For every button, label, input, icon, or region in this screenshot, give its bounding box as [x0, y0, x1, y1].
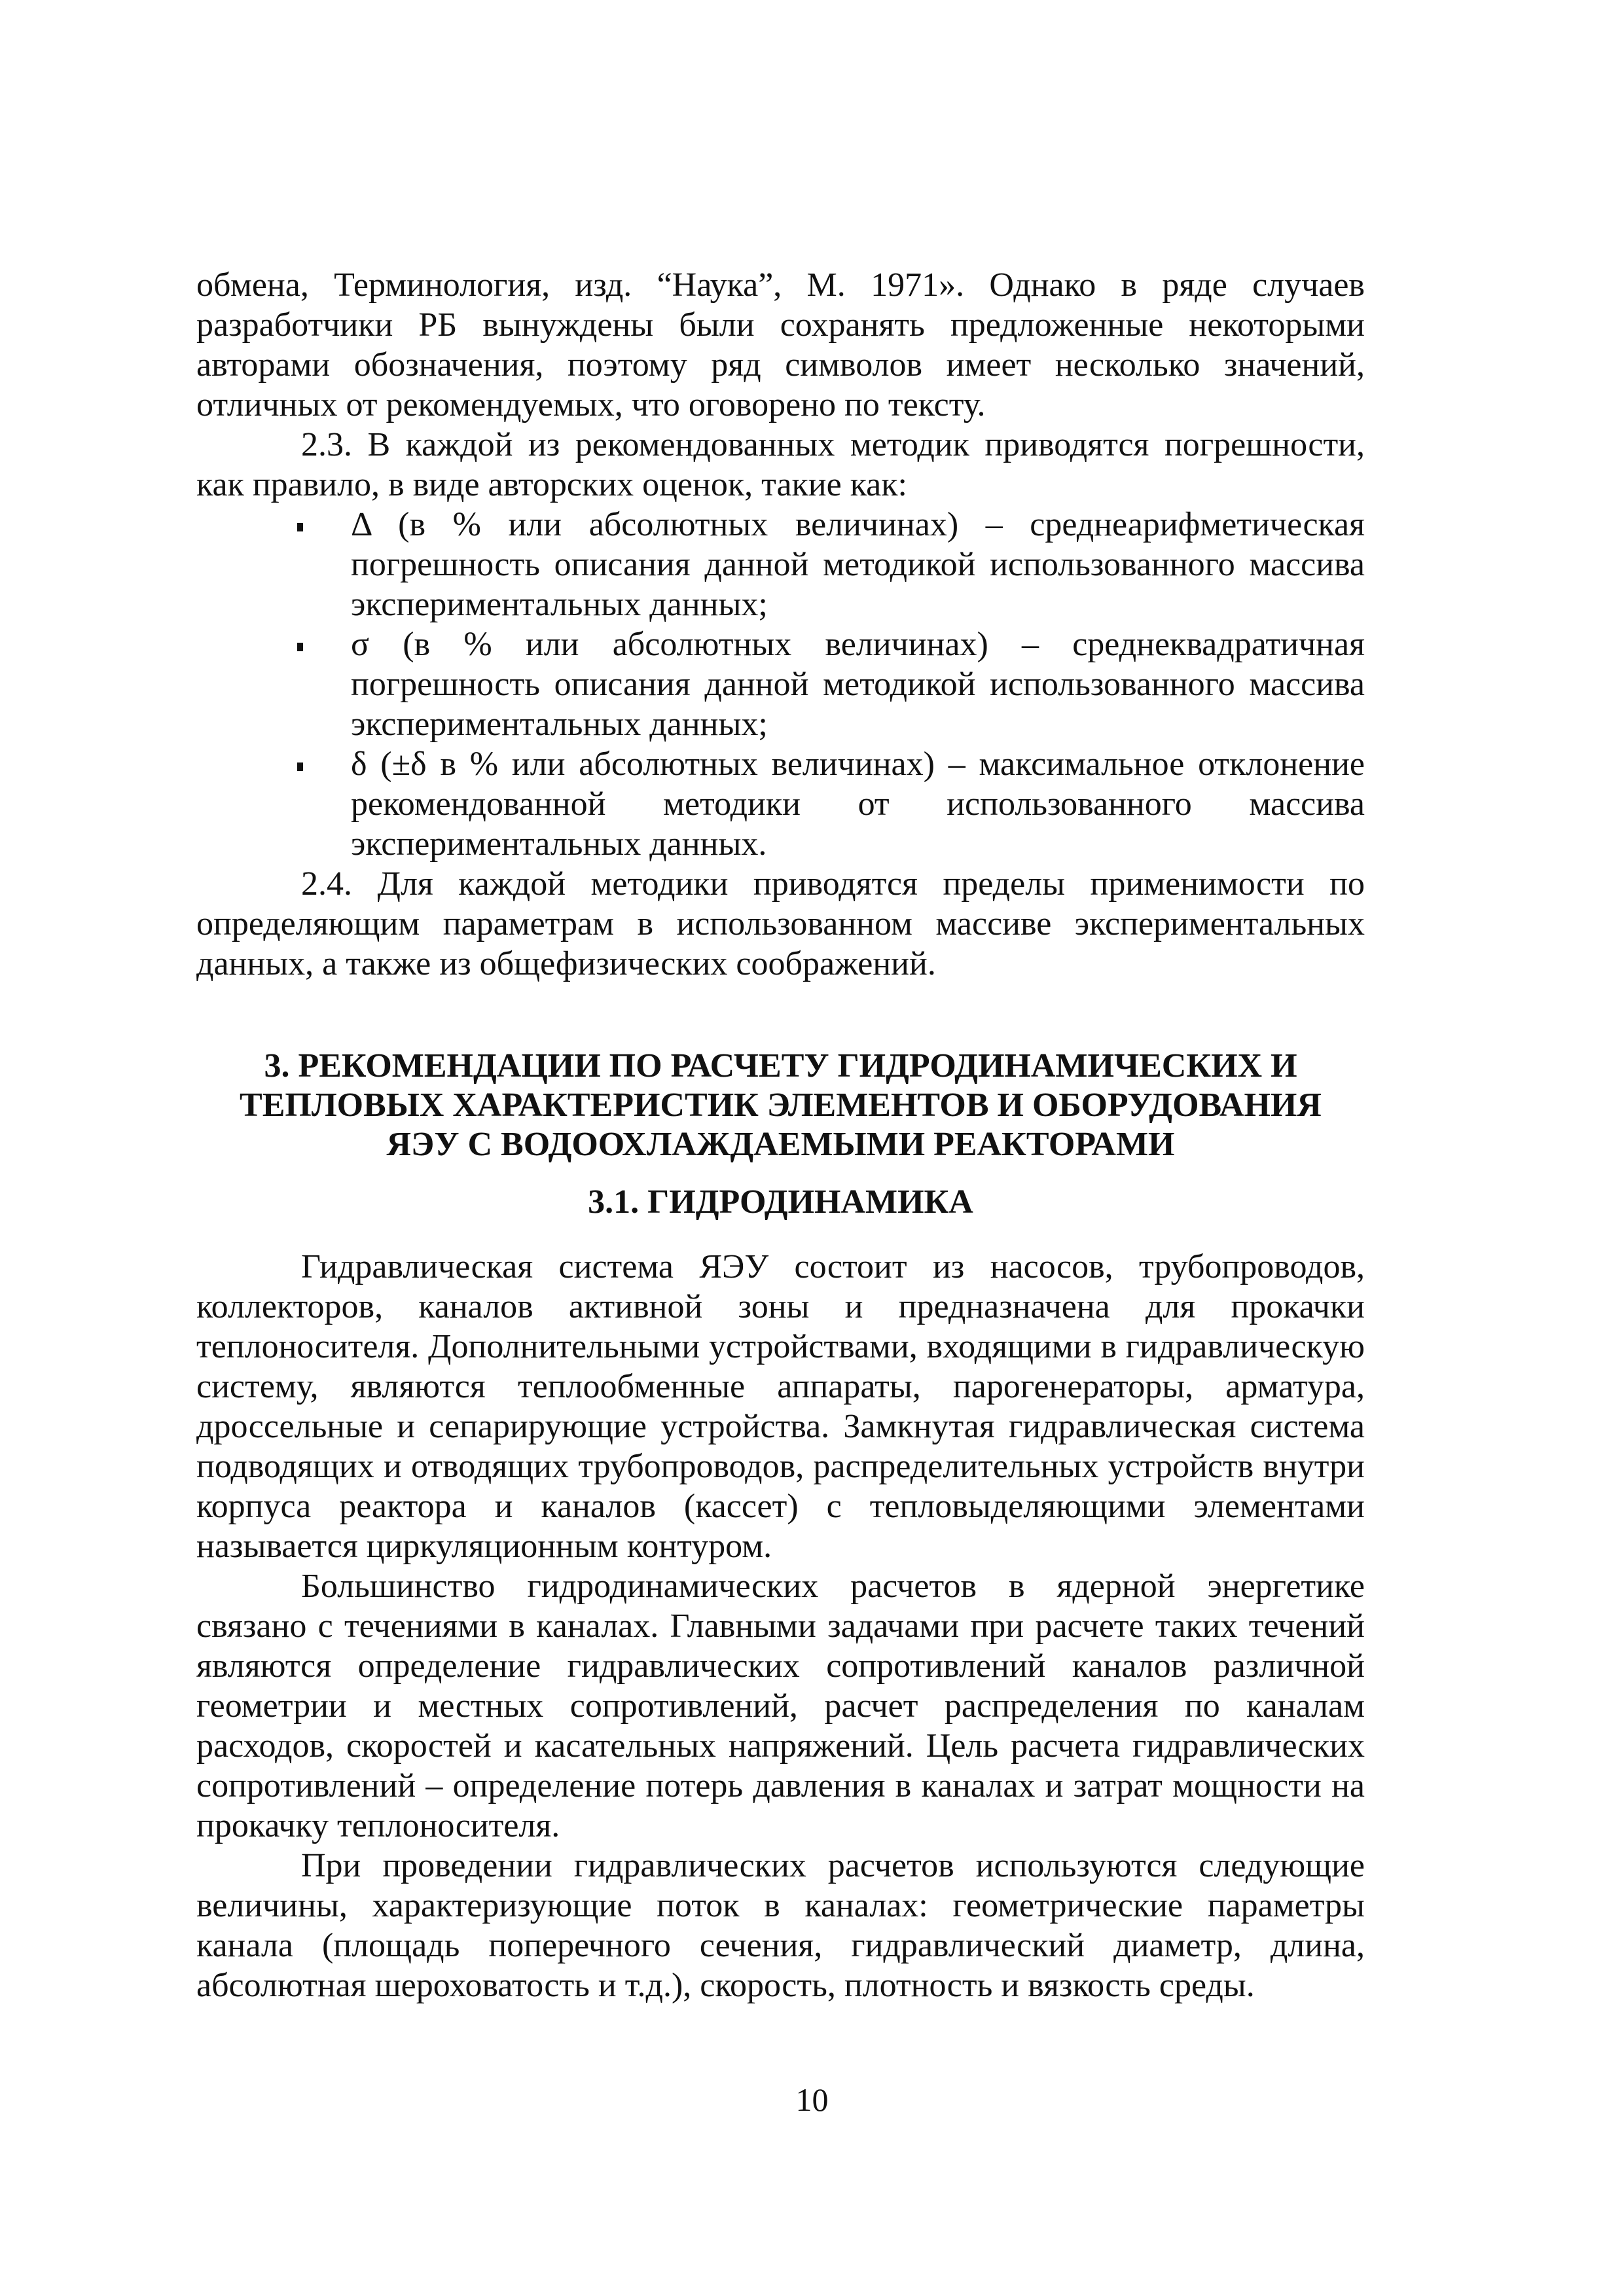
list-item-delta [351, 505, 1365, 624]
paragraph-hydraulic-system: Гидравлическая система ЯЭУ состоит из насосов, трубопроводов, коллекторов, каналов активной зоны и предназначена для прокачки теплоносителя. Дополнительными устройствами, входящими в гидравлическую систему, являются теплообменные аппараты, парогенераторы, арматура, дроссельные и сепарирующие устройства. Замкнутая гидравлическая система подводящих и отводящих трубопроводов, распределительных устройств внутри корпуса реактора и каналов (кассет) с тепловыделяющими элементами называется циркуляционным контуром. [196, 1248, 1365, 1565]
bullet-square-icon [297, 643, 303, 651]
paragraph-calculations: Большинство гидродинамических расчетов в ядерной энергетике связано с течениями в каналах. Главными задачами при расчете таких течений являются определение гидравлических сопротивлений каналов различной геометрии и местных сопротивлений, расчет распределения по каналам расходов, скоростей и касательных напряжений. Цель расчета гидравлических сопротивлений – определение потерь давления в каналах и затрат мощности на прокачку теплоносителя. [196, 1568, 1365, 1844]
section-title-line: ЯЭУ С ВОДООХЛАЖДАЕМЫМИ РЕАКТОРАМИ [386, 1126, 1175, 1163]
bullet-square-icon [297, 762, 303, 771]
paragraph-flow-parameters: При проведении гидравлических расчетов используются следующие величины, характеризующие поток в каналах: геометрические параметры канала (площадь поперечного сечения, гидравлический диаметр, длина, абсолютная шероховатость и т.д.), скорость, плотность и вязкость среды. [196, 1847, 1365, 2004]
section-title-line: ТЕПЛОВЫХ ХАРАКТЕРИСТИК ЭЛЕМЕНТОВ И ОБОРУДОВАНИЯ [240, 1086, 1322, 1124]
list-item-text: Δ (в % или абсолютных величинах) – среднеарифметическая погрешность описания данной методикой использованного массива экспериментальных данных; [351, 506, 1365, 623]
list-item-small-delta [351, 744, 1365, 864]
paragraph-2-4: 2.4. Для каждой методики приводятся пределы применимости по определяющим параметрам в использованном массиве экспериментальных данных, а также из общефизических соображений. [196, 865, 1365, 982]
list-item-text: δ (±δ в % или абсолютных величинах) – максимальное отклонение рекомендованной методики от использованного массива экспериментальных данных. [351, 745, 1365, 863]
bullet-square-icon [297, 523, 303, 531]
page-number: 10 [795, 2081, 829, 2118]
section-title-line: 3. РЕКОМЕНДАЦИИ ПО РАСЧЕТУ ГИДРОДИНАМИЧЕСКИХ И [264, 1047, 1297, 1085]
paragraph-2-3: 2.3. В каждой из рекомендованных методик приводятся погрешности, как правило, в виде авторских оценок, такие как: [196, 426, 1365, 503]
section-title [196, 1047, 1365, 1164]
error-metrics-list [196, 505, 1365, 864]
list-item-sigma [351, 624, 1365, 744]
paragraph-terminology: обмена, Терминология, изд. “Наука”, М. 1971». Однако в ряде случаев разработчики РБ вынуждены были сохранять предложенные некоторыми авторами обозначения, поэтому ряд символов имеет несколько значений, отличных от рекомендуемых, что оговорено по тексту. [196, 266, 1365, 423]
subsection-title: 3.1. ГИДРОДИНАМИКА [588, 1183, 973, 1221]
list-item-text: σ (в % или абсолютных величинах) – среднеквадратичная погрешность описания данной методикой использованного массива экспериментальных данных; [351, 626, 1365, 743]
document-page [196, 265, 1365, 2005]
